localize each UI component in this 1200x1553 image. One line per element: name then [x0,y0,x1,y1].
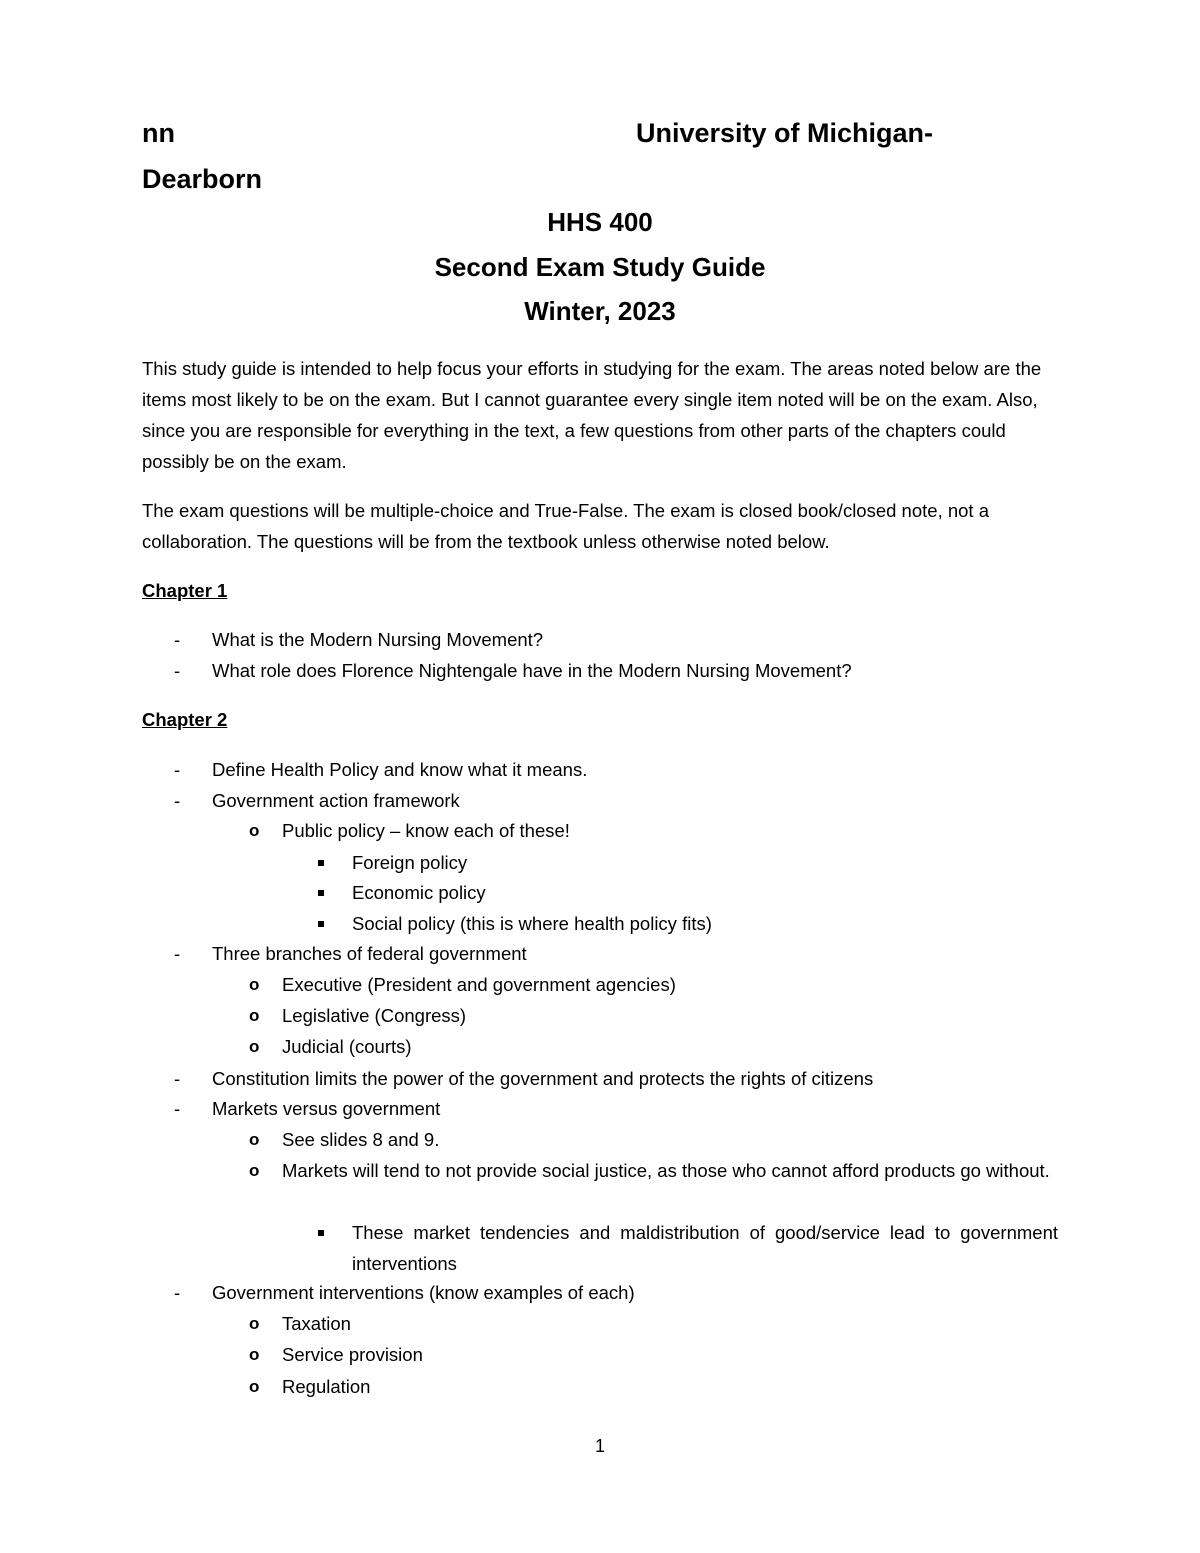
list-item-text: Regulation [282,1376,371,1397]
circle-bullet: o [249,1130,260,1149]
dash-bullet: - [174,1282,181,1303]
circle-bullet: o [249,1006,260,1025]
square-bullet [318,921,324,927]
dash-bullet: - [174,1098,181,1119]
list-item-text: Public policy – know each of these! [282,820,570,841]
list-item [0,847,1,878]
circle-bullet: o [249,1037,260,1056]
intro-paragraph: This study guide is intended to help focus your efforts in studying for the exam. The areas noted below are the items most likely to be on the exam. But I cannot guarantee every single item noted will be on the exam. Also, since you are responsible for everything in the text, a few questions from other parts of the chapters could possibly be on the exam. [142,358,1042,472]
list-item-text: Three branches of federal government [212,943,527,964]
term-title: Winter, 2023 [524,296,676,326]
list-item-text: Markets will tend to not provide social justice, as those who cannot afford products go without. [282,1160,1050,1181]
list-item-text: Define Health Policy and know what it means. [212,759,588,780]
list-item-text: Legislative (Congress) [282,1005,467,1026]
page-number: 1 [594,1436,605,1456]
dash-bullet: - [174,790,181,811]
header-left: nn [142,118,175,148]
dash-bullet: - [174,759,181,780]
header-university: University of Michigan- [636,118,934,148]
list-item [0,877,1,908]
circle-bullet: o [249,1161,260,1180]
exam-format-paragraph: The exam questions will be multiple-choice and True-False. The exam is closed book/closed note, not a collaboration. The questions will be from the textbook unless otherwise noted below. [142,500,989,552]
square-bullet [318,890,324,896]
list-item-text: What is the Modern Nursing Movement? [212,629,544,650]
list-item [0,908,1,939]
list-item [0,1217,1,1248]
list-item-text: Government action framework [212,790,460,811]
header-campus: Dearborn [142,164,263,194]
list-item-text: See slides 8 and 9. [282,1129,440,1150]
circle-bullet: o [249,1377,260,1396]
list-item-text: These market tendencies and maldistribution of good/service lead to government interventions [352,1222,1058,1274]
circle-bullet: o [249,1345,260,1364]
list-item-text: Government interventions (know examples of each) [212,1282,635,1303]
list-item-text: Foreign policy [352,852,468,873]
circle-bullet: o [249,1314,260,1333]
list-item-text: Judicial (courts) [282,1036,412,1057]
list-item-text: Executive (President and government agencies) [282,974,676,995]
list-item-text: What role does Florence Nightengale have in the Modern Nursing Movement? [212,660,852,681]
course-title: HHS 400 [547,207,653,237]
dash-bullet: - [174,629,181,650]
circle-bullet: o [249,975,260,994]
dash-bullet: - [174,660,181,681]
dash-bullet: - [174,943,181,964]
list-item-text: Social policy (this is where health policy fits) [352,913,712,934]
chapter2-heading: Chapter 2 [142,709,228,730]
list-item-text: Taxation [282,1313,351,1334]
dash-bullet: - [174,1068,181,1089]
list-item-text: Constitution limits the power of the government and protects the rights of citizens [212,1068,874,1089]
square-bullet [318,860,324,866]
list-item-text: Markets versus government [212,1098,441,1119]
list-item-text: Economic policy [352,882,486,903]
square-bullet [318,1230,324,1236]
circle-bullet: o [249,821,260,840]
guide-title: Second Exam Study Guide [434,252,766,282]
list-item-text: Service provision [282,1344,423,1365]
chapter1-heading: Chapter 1 [142,580,228,601]
